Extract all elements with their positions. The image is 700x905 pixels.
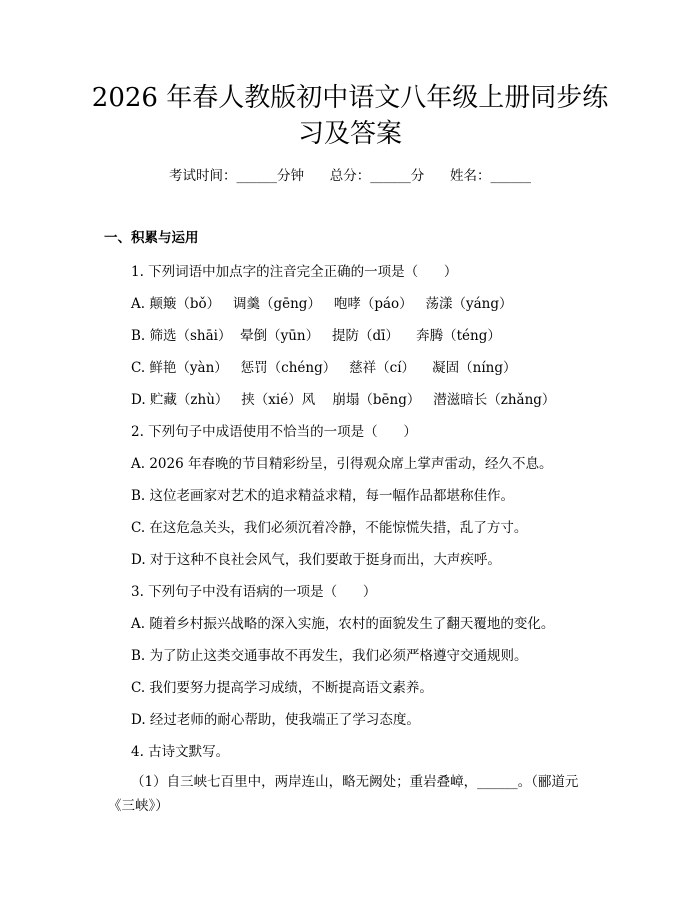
title-line-1: 2026 年春人教版初中语文八年级上册同步练	[91, 83, 609, 113]
question-1-option-d: D. 贮藏（zhù） 挟（xié）风 崩塌（bēng） 潜滋暗长（zhǎng）	[131, 392, 556, 408]
question-1-option-b: B. 筛选（shāi） 晕倒（yūn） 提防（dī） 奔腾（téng）	[131, 328, 501, 344]
title-line-2: 习及答案	[297, 119, 402, 149]
question-2-option-b: B. 这位老画家对艺术的追求精益求精，每一幅作品都堪称佳作。	[131, 488, 515, 504]
question-4-stem: 4. 古诗文默写。	[131, 744, 230, 760]
question-3-option-a: A. 随着乡村振兴战略的深入实施，农村的面貌发生了翻天覆地的变化。	[131, 616, 555, 632]
question-3-option-c: C. 我们要努力提高学习成绩，不断提高语文素养。	[131, 680, 433, 696]
question-1-stem: 1. 下列词语中加点字的注音完全正确的一项是（ ）	[131, 264, 458, 280]
question-3-option-d: D. 经过老师的耐心帮助，使我端正了学习态度。	[131, 712, 420, 728]
question-2-option-a: A. 2026 年春晚的节目精彩纷呈，引得观众席上掌声雷动，经久不息。	[131, 456, 553, 472]
question-3-stem: 3. 下列句子中没有语病的一项是（ ）	[131, 584, 377, 600]
exam-meta-line: 考试时间：______分钟 总分：______分 姓名：______	[169, 168, 531, 184]
question-2-option-d: D. 对于这种不良社会风气，我们要敢于挺身而出，大声疾呼。	[131, 552, 501, 568]
question-4-item-1-line-1: （1）自三峡七百里中，两岸连山，略无阙处；重岩叠嶂，______。（郦道元	[131, 774, 579, 790]
question-2-option-c: C. 在这危急关头，我们必须沉着冷静，不能惊慌失措，乱了方寸。	[131, 520, 528, 536]
question-4-item-1-line-2: 《三峡》）	[108, 798, 169, 814]
page-title	[90, 80, 610, 152]
question-3-option-b: B. 为了防止这类交通事故不再发生，我们必须严格遵守交通规则。	[131, 648, 528, 664]
question-2-stem: 2. 下列句子中成语使用不恰当的一项是（ ）	[131, 424, 417, 440]
section-heading: 一、积累与运用	[104, 230, 199, 246]
question-1-option-a: A. 颠簸（bǒ） 调羹（gēng） 咆哮（páo） 荡漾（yáng）	[131, 296, 513, 312]
question-1-option-c: C. 鲜艳（yàn） 惩罚（chéng） 慈祥（cí） 凝固（níng）	[131, 360, 517, 376]
